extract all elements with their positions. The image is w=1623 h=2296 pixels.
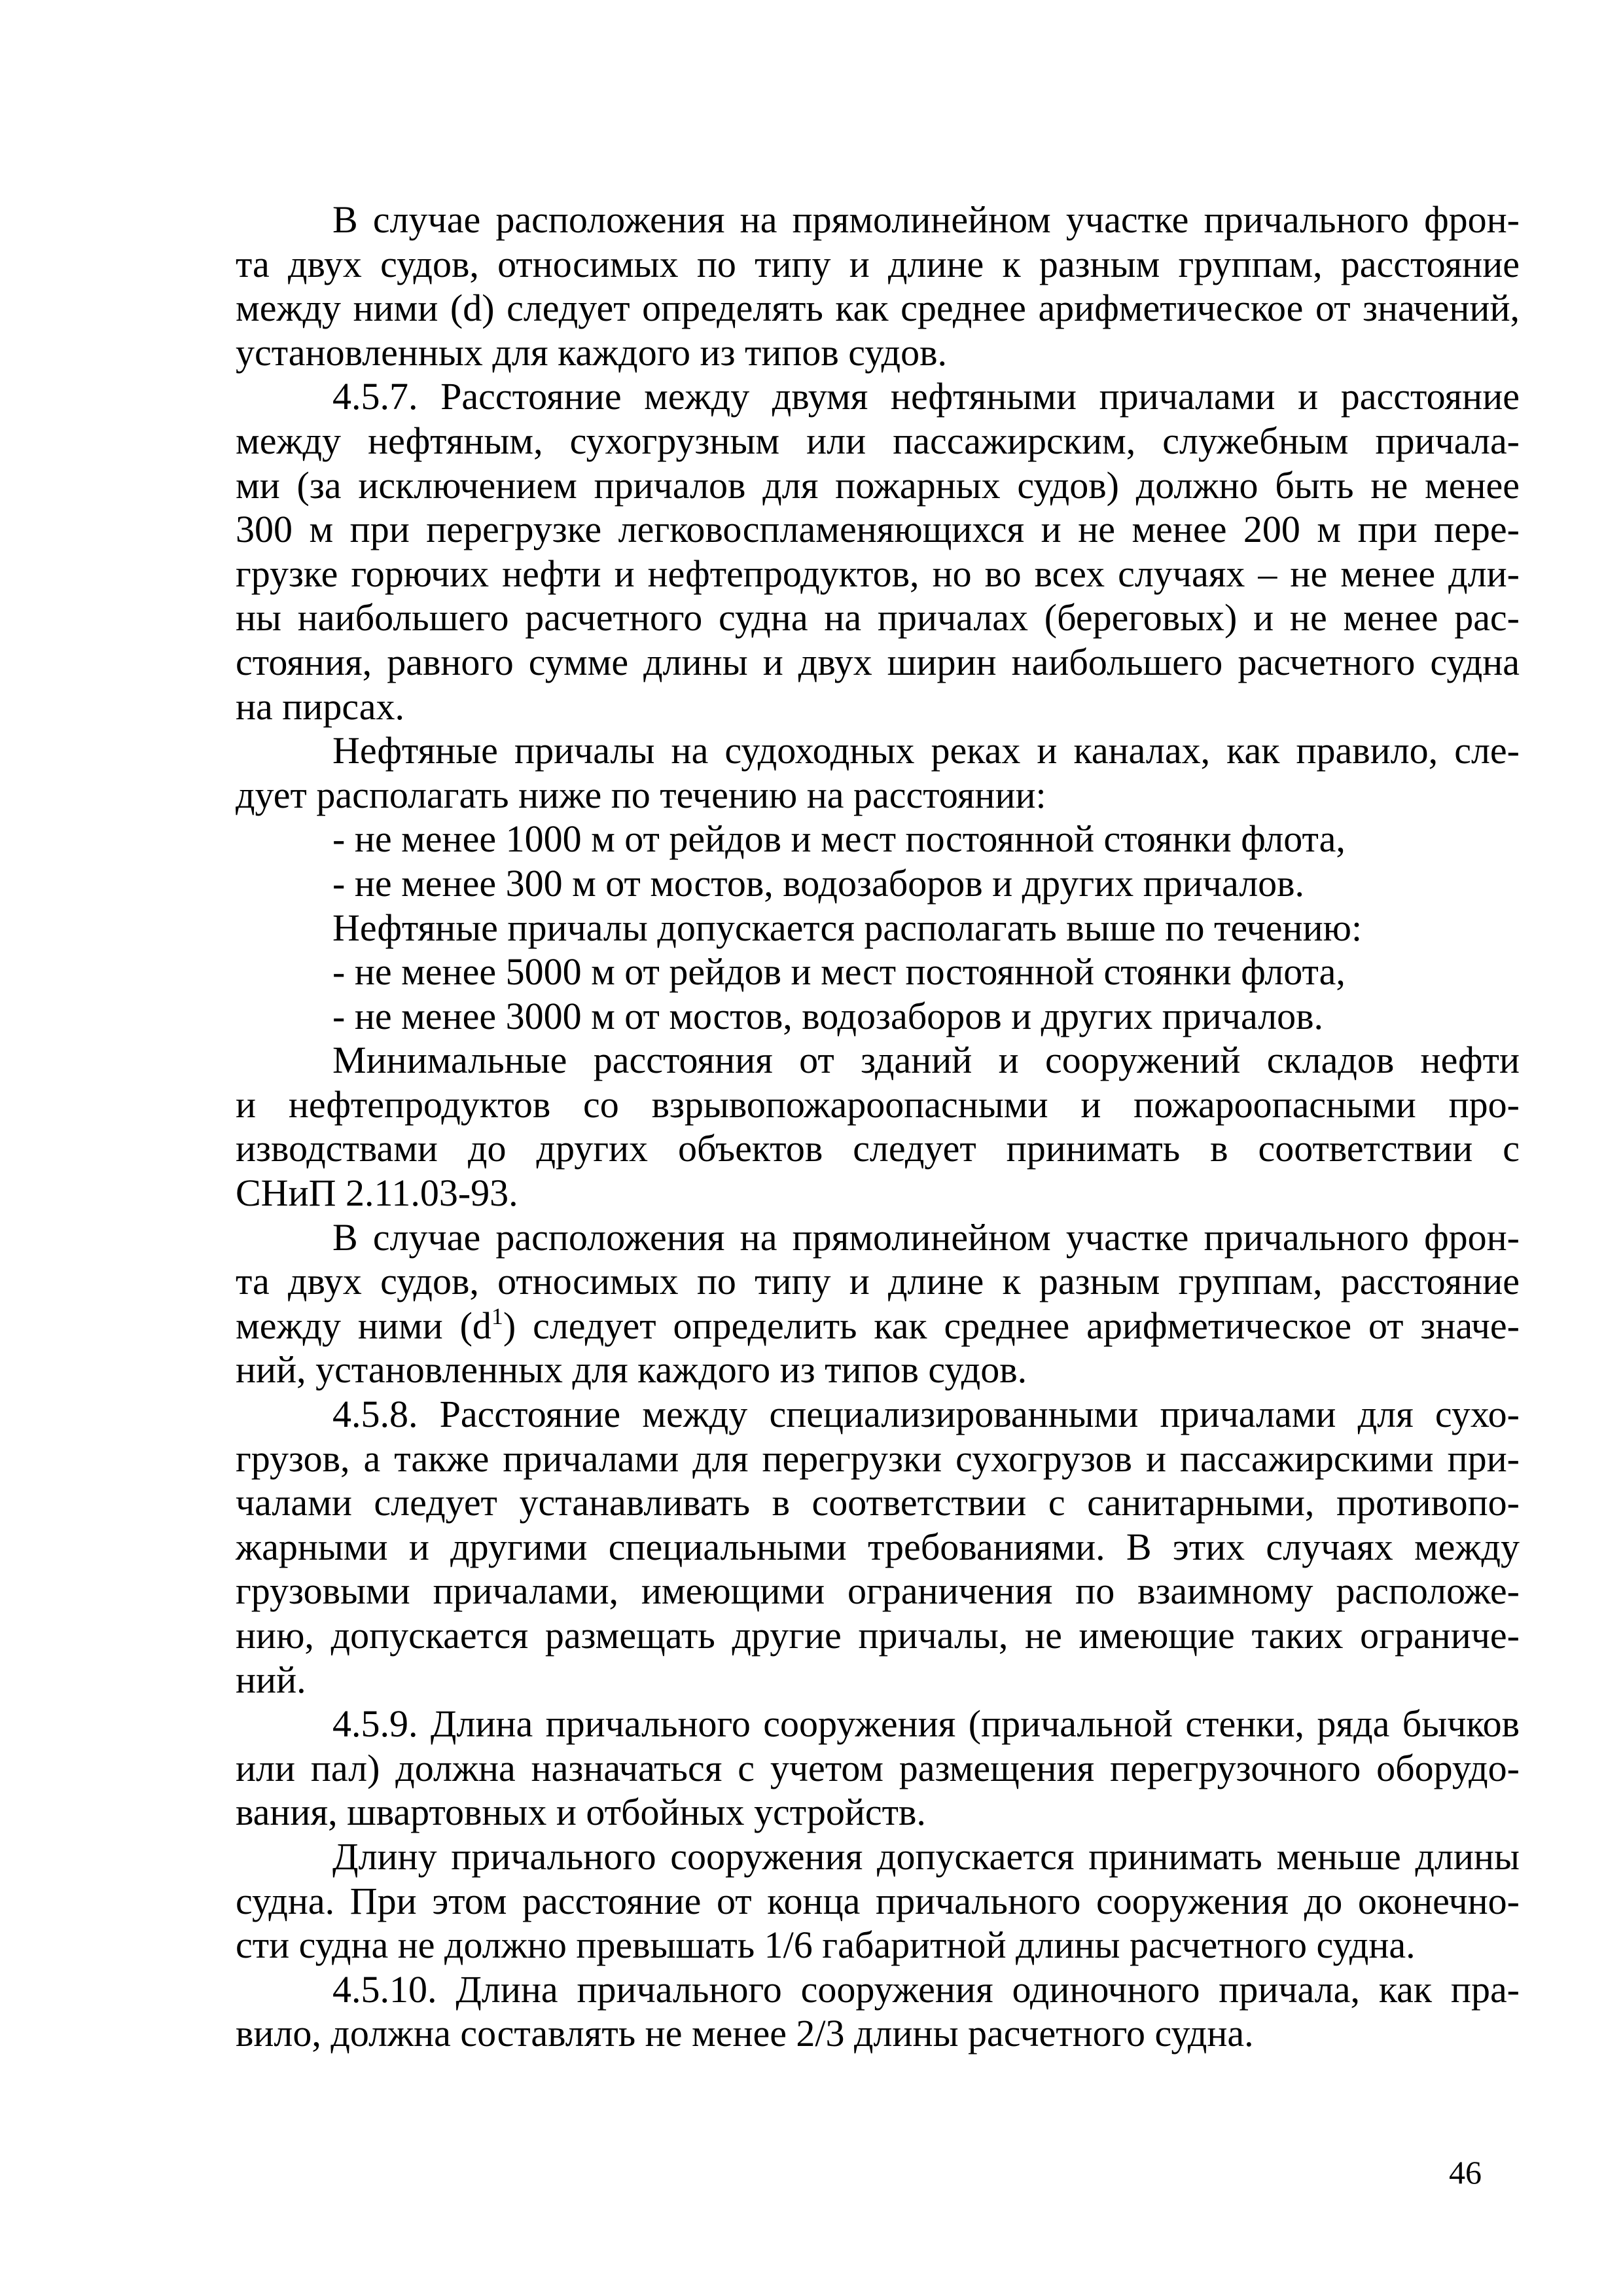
text-line-content: между ними (d) следует определять как среднее арифметическое от значений,: [236, 287, 1520, 330]
text-line: [236, 1215, 1520, 1260]
text-line-content: СНиП 2.11.03-93.: [236, 1172, 518, 1215]
text-line: [236, 374, 1520, 419]
text-line-content: В случае расположения на прямолинейном участке причального фрон-: [332, 1215, 1520, 1259]
text-line-content: между нефтяным, сухогрузным или пассажирским, служебным причала-: [236, 419, 1520, 462]
text-line: [236, 1480, 1520, 1525]
text-line-content: нию, допускается размещать другие причалы, не имеющие таких ограниче-: [236, 1614, 1520, 1657]
text-line: [236, 1967, 1520, 2012]
text-line: [236, 1702, 1520, 1746]
text-line-content: 4.5.10. Длина причального сооружения одиночного причала, как пра-: [332, 1967, 1520, 2011]
text-line: [236, 861, 1520, 906]
text-line-content: та двух судов, относимых по типу и длине к разным группам, расстояние: [236, 242, 1520, 285]
text-line: [236, 906, 1520, 950]
text-line: [236, 1923, 1520, 1967]
text-line: [236, 1658, 1520, 1702]
text-line: [236, 1790, 1520, 1835]
text-line: [236, 994, 1520, 1039]
text-line: [236, 1348, 1520, 1392]
superscript: 1: [491, 1302, 503, 1329]
text-line-content: жарными и другими специальными требованиями. В этих случаях между: [236, 1525, 1520, 1568]
text-line: [236, 1304, 1520, 1348]
text-line: [236, 773, 1520, 817]
text-line: [236, 1437, 1520, 1481]
text-line: [236, 1259, 1520, 1304]
text-line-content: Минимальные расстояния от зданий и сооружений складов нефти: [332, 1039, 1520, 1082]
text-line: [236, 1879, 1520, 1924]
text-line: [236, 242, 1520, 287]
text-line: [236, 1038, 1520, 1083]
text-line-content: на пирсах.: [236, 685, 405, 728]
text-line-content: стояния, равного сумме длины и двух ширин наибольшего расчетного судна: [236, 640, 1520, 683]
text-line-content: - не менее 5000 м от рейдов и мест постоянной стоянки флота,: [332, 950, 1346, 994]
text-line-content: судна. При этом расстояние от конца причального сооружения до оконечно-: [236, 1879, 1520, 1922]
text-line-content: ний, установленных для каждого из типов судов.: [236, 1348, 1027, 1391]
text-line-content: 4.5.7. Расстояние между двумя нефтяными причалами и расстояние: [332, 375, 1520, 418]
text-line: [236, 331, 1520, 375]
text-line: [236, 1569, 1520, 1613]
text-line: [236, 286, 1520, 331]
text-line-content: - не менее 1000 м от рейдов и мест постоянной стоянки флота,: [332, 817, 1346, 861]
text-line-content: или пал) должна назначаться с учетом размещения перегрузочного оборудо-: [236, 1746, 1520, 1789]
text-line-content: дует располагать ниже по течению на расстоянии:: [236, 773, 1046, 816]
text-line: [236, 728, 1520, 773]
text-line-content: изводствами до других объектов следует принимать в соответствии с: [236, 1127, 1520, 1170]
text-line: [236, 1083, 1520, 1127]
text-line-content: Длину причального сооружения допускается принимать меньше длины: [332, 1835, 1520, 1878]
text-line-content: грузов, а также причалами для перегрузки сухогрузов и пассажирскими при-: [236, 1437, 1520, 1480]
text-line: [236, 1835, 1520, 1879]
text-line-content: В случае расположения на прямолинейном участке причального фрон-: [332, 198, 1520, 241]
text-line: [236, 1525, 1520, 1570]
text-line: [236, 1171, 1520, 1215]
text-line: [236, 640, 1520, 685]
text-line-content: ний.: [236, 1658, 306, 1701]
text-line: [236, 1392, 1520, 1437]
text-line-content: - не менее 3000 м от мостов, водозаборов и других причалов.: [332, 994, 1324, 1037]
text-line: [236, 1613, 1520, 1658]
text-line: [236, 950, 1520, 994]
page-number: 46: [1449, 2154, 1482, 2191]
text-line-content: вило, должна составлять не менее 2/3 длины расчетного судна.: [236, 2012, 1254, 2055]
text-line: [236, 685, 1520, 729]
text-line-content: 4.5.9. Длина причального сооружения (причальной стенки, ряда бычков: [332, 1702, 1520, 1746]
text-line-content: грузке горючих нефти и нефтепродуктов, но во всех случаях – не менее дли-: [236, 552, 1520, 595]
text-line-content: между ними (d: [236, 1304, 491, 1347]
text-line: [236, 463, 1520, 508]
text-line: [236, 507, 1520, 552]
text-line: [236, 552, 1520, 596]
text-line: [236, 2011, 1520, 2056]
text-line: [236, 1746, 1520, 1791]
text-line-content: - не менее 300 м от мостов, водозаборов и других причалов.: [332, 861, 1305, 905]
text-line-content: Нефтяные причалы допускается располагать выше по течению:: [332, 906, 1363, 949]
document-body: [236, 198, 1520, 2056]
text-line-content: и нефтепродуктов со взрывопожароопасными и пожароопасными про-: [236, 1083, 1520, 1126]
text-line-content: та двух судов, относимых по типу и длине к разным группам, расстояние: [236, 1260, 1520, 1303]
text-line-content: установленных для каждого из типов судов.: [236, 331, 948, 374]
text-line-content: ны наибольшего расчетного судна на причалах (береговых) и не менее рас-: [236, 596, 1520, 639]
text-line: [236, 1126, 1520, 1171]
text-line: [236, 596, 1520, 640]
text-line-content: 300 м при перегрузке легковоспламеняющихся и не менее 200 м при пере-: [236, 508, 1520, 551]
text-line-content: ми (за исключением причалов для пожарных судов) должно быть не менее: [236, 463, 1520, 507]
text-line-content: чалами следует устанавливать в соответствии с санитарными, противопо-: [236, 1481, 1520, 1524]
text-line-content: вания, швартовных и отбойных устройств.: [236, 1791, 926, 1834]
text-line: [236, 817, 1520, 861]
text-line-content: грузовыми причалами, имеющими ограничения по взаимному расположе-: [236, 1570, 1520, 1613]
text-line: [236, 419, 1520, 463]
text-line-content: сти судна не должно превышать 1/6 габаритной длины расчетного судна.: [236, 1924, 1416, 1967]
text-line-content: Нефтяные причалы на судоходных реках и каналах, как правило, сле-: [332, 729, 1520, 772]
text-line: [236, 198, 1520, 242]
text-line-continuation: ) следует определить как среднее арифметическое от значе-: [503, 1304, 1520, 1347]
text-line-content: 4.5.8. Расстояние между специализированными причалами для сухо-: [332, 1393, 1520, 1436]
